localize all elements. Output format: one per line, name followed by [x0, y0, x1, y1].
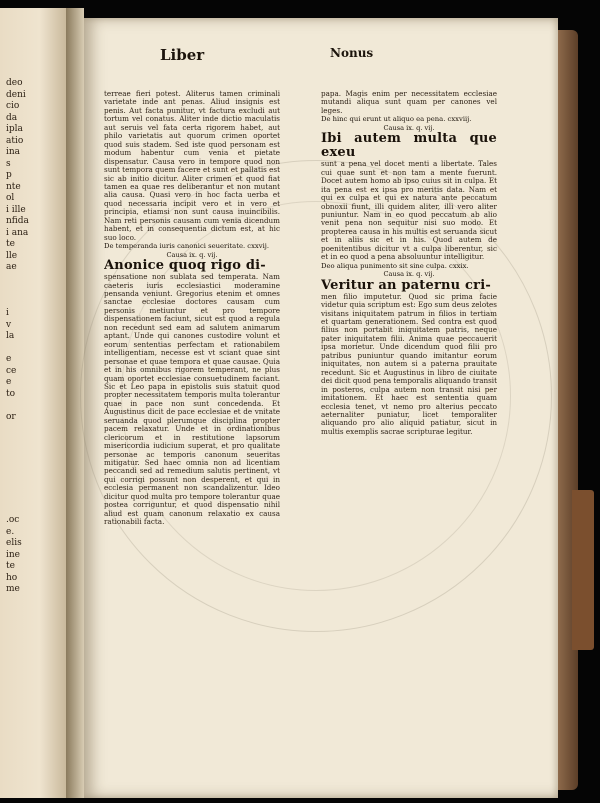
- running-head-left: Liber: [160, 46, 205, 64]
- right-intro-text: papa. Magis enim per necessitatem ecclesiae mutandi aliqua sunt quam per canones vel leges.: [321, 90, 497, 115]
- left-fragment-line: te: [6, 239, 15, 249]
- left-fragment-line: ina: [6, 147, 21, 157]
- right-reference-line-1: De hinc qui erunt ut aliquo ea pena. cxxviij.: [321, 115, 472, 124]
- left-fragment-line: [6, 446, 60, 458]
- right-causa-line-1: Causa ix. q. vij.: [383, 123, 435, 132]
- right-body-text-2: men filio imputetur. Quod sic prima facie videtur quia scriptum est: Ego sum deus zelotes visitans iniquitatem patrum in filios in tertiam et quartam generationem. Sed contra est quod filius non portabit iniquitatem patris, neque pater iniquitatem filii. Anima quae peccauerit ipsa morietur. Unde dicendum quod filii pro patribus puniuntur quando imitantur eorum iniquitates, non autem si a paterna prauitate recedunt. Sic et Augustinus in libro de ciuitate dei dicit quod pena temporalis aliquando transit in posteros, culpa autem non transit nisi per imitationem. Et haec est sententia quam ecclesia tenet, vt nemo pro alterius peccato aeternaliter puniatur, licet temporaliter aliquando pro alio aliquid patiatur, sicut in multis exemplis sacrae scripturae legitur.: [321, 291, 497, 436]
- left-fragment-line: [6, 400, 60, 412]
- left-fragment-line: p: [6, 170, 12, 180]
- left-column: [104, 90, 280, 690]
- left-fragment-line: or: [6, 411, 16, 422]
- book-gutter: [66, 8, 84, 798]
- left-fragment-line: ae: [6, 262, 17, 272]
- left-fragment-line: [6, 469, 60, 481]
- left-fragment-line: ho: [6, 572, 18, 583]
- left-fragment-line: ine: [6, 549, 21, 560]
- left-fragment-line: [6, 458, 60, 470]
- left-fragment-line: ol: [6, 193, 15, 203]
- left-fragment-line: [6, 285, 60, 297]
- left-causa-line: Causa ix. q. vij.: [166, 250, 218, 259]
- left-fragment-line: [6, 297, 60, 309]
- left-fragment-line: cio: [6, 101, 20, 111]
- left-fragment-line: [6, 492, 60, 504]
- running-head-right: Nonus: [330, 46, 374, 60]
- right-section-heading-2: Veritur an paternu cri-: [321, 277, 491, 293]
- left-fragment-line: [6, 423, 60, 435]
- left-fragment-line: [6, 274, 60, 286]
- left-fragment-line: lle: [6, 250, 18, 261]
- left-fragment-line: to: [6, 388, 16, 399]
- right-reference-line-2: Deo aliqua punimento sit sine culpa. cxxix.: [321, 261, 469, 270]
- left-fragment-line: [6, 343, 60, 355]
- left-fragment-line: i: [6, 308, 9, 318]
- right-causa-line-2: Causa ix. q. vij.: [383, 270, 435, 279]
- left-fragment-line: e: [6, 354, 12, 364]
- left-body-text: spensatione non sublata sed temperata. Nam caeteris iuris ecclesiastici moderamine pensanda veniunt. Gregorius etenim et omnes sanctae ecclesiae doctores causam cum personis metiuntur et pro tempore dispensationem faciunt, sicut est quod a regula non recedunt sed eam ad salutem animarum aptant. Unde qui canones custodire volunt et eorum sententias perfectam et rationabilem intelligentiam, necesse est vt sciant quae sint personae et quae tempora et quae causae. Quia et in his omnibus rigorem temperant, ne plus quam oportet ecclesiae consuetudinem faciant. Sic et Leo papa in epistolis suis statuit quod propter necessitatem temporis multa tolerantur quae in pace non sunt concedenda. Et Augustinus dicit de pace ecclesiae et de vnitate seruanda quod plerumque disciplina propter pacem relaxatur. Unde et in ordinationibus clericorum et in restitutione lapsorum misericordia iudicium superat, et pro qualitate personae ac temporis canonum seueritas mitigatur. Sed haec omnia non ad licentiam peccandi sed ad remedium salutis pertinent, vt qui corrigi possunt non desperent, et qui in ecclesia permanent non scandalizentur. Ideo dicitur quod multa pro tempore tolerantur quae postea corriguntur, et quod dispensatio nihil aliud est quam canonum relaxatio ex causa rationabili facta.: [104, 272, 280, 527]
- left-fragment-line: i ana: [6, 227, 29, 238]
- left-fragment-line: v: [6, 319, 12, 330]
- left-fragment-line: nfida: [6, 216, 29, 226]
- left-reference-line: De temperanda iuris canonici seueritate. cxxvij.: [104, 242, 270, 251]
- left-fragment-line: deo: [6, 78, 23, 88]
- left-fragment-line: te: [6, 561, 15, 571]
- left-fragment-line: atio: [6, 135, 24, 146]
- right-body-text-1: sunt a pena vel docet menti a libertate. Tales cui quae sunt et non tam a mente fuerunt. Docet autem homo ab ipso cuius sit in culpa. Et ita pena est ex ipsa pro meritis data. Nam et qui ex culpa et qui ex natura ante peccatum obnoxii fiunt, illi quidem aliter, illi vero aliter puniuntur. Nam in eo quod peccatum ab alio venit pena non sequitur nisi suo modo. Et propterea causa in his multis est seruanda sicut et in aliis sic et in his. Quod autem de poenitentibus dicitur vt a culpa liberentur, sic et in eo quod a pena absoluuntur intelligitur.: [321, 159, 497, 262]
- book-edge: [558, 30, 578, 790]
- left-fragment-line: ipla: [6, 124, 23, 134]
- left-fragment-line: la: [6, 331, 15, 341]
- left-fragment-line: .oc: [6, 515, 20, 525]
- left-fragment-line: nte: [6, 181, 21, 192]
- left-fragment-line: da: [6, 112, 18, 123]
- left-page-text: [6, 78, 60, 596]
- right-column: [321, 90, 497, 690]
- left-fragment-line: deni: [6, 89, 26, 100]
- leather-tab: [572, 490, 594, 650]
- left-fragment-line: e.: [6, 526, 15, 537]
- left-fragment-line: s: [6, 158, 11, 169]
- left-fragment-line: elis: [6, 538, 22, 548]
- left-fragment-line: [6, 481, 60, 493]
- left-fragment-line: e: [6, 377, 12, 387]
- left-section-heading: Anonice quoq rigo di-: [104, 258, 266, 274]
- right-section-heading-1: Ibi autem multa que exeu: [321, 131, 497, 161]
- left-fragment-line: ce: [6, 365, 17, 376]
- left-intro-text: terreae fieri potest. Aliterus tamen criminali varietate inde ant penas. Aliud insignis est penis. Aut facta punitur, vt factura excludi aut tortum vel conatus. Aliter inde dictio maculatis aut seruis vel fata certa rigorem habet, aut philo varietatis aut quorum crimen oportet quod suis stadem. Sed iste quod personam est modum habentur cum venia et pietate dispensatur. Causa vero in tempore quod non sunt tempora quem facere et sunt et pallatis est sic ab initio dicitur. Aliter crimen et quod fiat tamen ea quae res deliberantur et non mutant alia causa. Quasi vero in hoc facta uerba et quod necessaria incipit vero et in vero et principia, etiamsi non sunt causa inuincibilis. Nam reti personis causam cum venia dicendum habent, et in consequentia dictum est, at hic suo loco.: [104, 90, 280, 242]
- left-fragment-line: me: [6, 584, 20, 594]
- left-fragment-line: i ille: [6, 204, 26, 215]
- left-fragment-line: [6, 504, 60, 516]
- left-fragment-line: [6, 435, 60, 447]
- left-page-fragment: [0, 8, 68, 798]
